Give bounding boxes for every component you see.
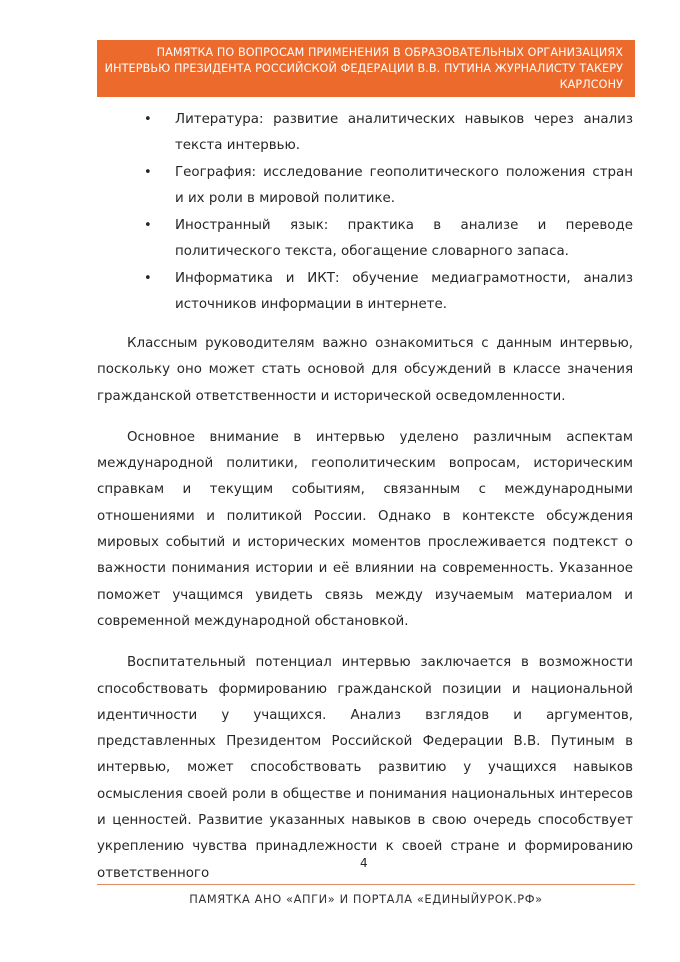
page-number: 4: [360, 856, 368, 870]
list-item-text: География: исследование геополитического положения стран и их роли в мировой политике.: [175, 165, 633, 206]
document-header-band: [97, 40, 635, 97]
bullet-icon: •: [144, 271, 152, 286]
list-item: [97, 107, 633, 159]
paragraph-educational-potential: Воспитательный потенциал интервью заключается в возможности способствовать формированию гражданской позиции и национальной идентичности у учащихся. Анализ взглядов и аргументов, представленных Президентом Российской Федерации В.В. Путиным в интервью, может способствовать развитию у учащихся навыков осмысления своей роли в обществе и понимания национальных интересов и ценностей. Развитие указанных навыков в свою очередь способствует укреплению чувства принадлежности к своей стране и формированию ответственного: [97, 655, 633, 881]
footer-divider: [97, 884, 635, 885]
list-item: [97, 160, 633, 212]
subject-bullet-list: [97, 107, 633, 318]
bullet-icon: •: [144, 165, 152, 180]
bullet-icon: •: [144, 112, 152, 127]
list-item-text: Иностранный язык: практика в анализе и переводе политического текста, обогащение словарного запаса.: [175, 218, 633, 259]
list-item-text: Информатика и ИКТ: обучение медиаграмотности, анализ источников информации в интернете.: [175, 271, 633, 312]
header-line-2: ИНТЕРВЬЮ ПРЕЗИДЕНТА РОССИЙСКОЙ ФЕДЕРАЦИИ В.В. ПУТИНА ЖУРНАЛИСТУ ТАКЕРУ: [104, 62, 623, 75]
bullet-icon: •: [144, 218, 152, 233]
footer-caption: ПАМЯТКА АНО «АПГИ» И ПОРТАЛА «ЕДИНЫЙУРОК.РФ»: [189, 892, 543, 906]
header-line-1: ПАМЯТКА ПО ВОПРОСАМ ПРИМЕНЕНИЯ В ОБРАЗОВАТЕЛЬНЫХ ОРГАНИЗАЦИЯХ: [156, 46, 623, 59]
paragraph-class-teachers: Классным руководителям важно ознакомиться с данным интервью, поскольку оно может стать основой для обсуждений в классе значения гражданской ответственности и исторической осведомленности.: [97, 336, 633, 404]
header-line-3: КАРЛСОНУ: [559, 78, 623, 91]
list-item-text: Литература: развитие аналитических навыков через анализ текста интервью.: [175, 112, 633, 153]
list-item: [97, 266, 633, 318]
list-item: [97, 213, 633, 265]
page-body: [97, 107, 633, 887]
paragraph-main-focus: Основное внимание в интервью уделено различным аспектам международной политики, геополитическим вопросам, историческим справкам и текущим событиям, связанным с международными отношениями и политикой России. Однако в контексте обсуждения мировых событий и исторических моментов прослеживается подтекст о важности понимания истории и её влиянии на современность. Указанное поможет учащимся увидеть связь между изучаемым материалом и современной международной обстановкой.: [97, 429, 633, 629]
